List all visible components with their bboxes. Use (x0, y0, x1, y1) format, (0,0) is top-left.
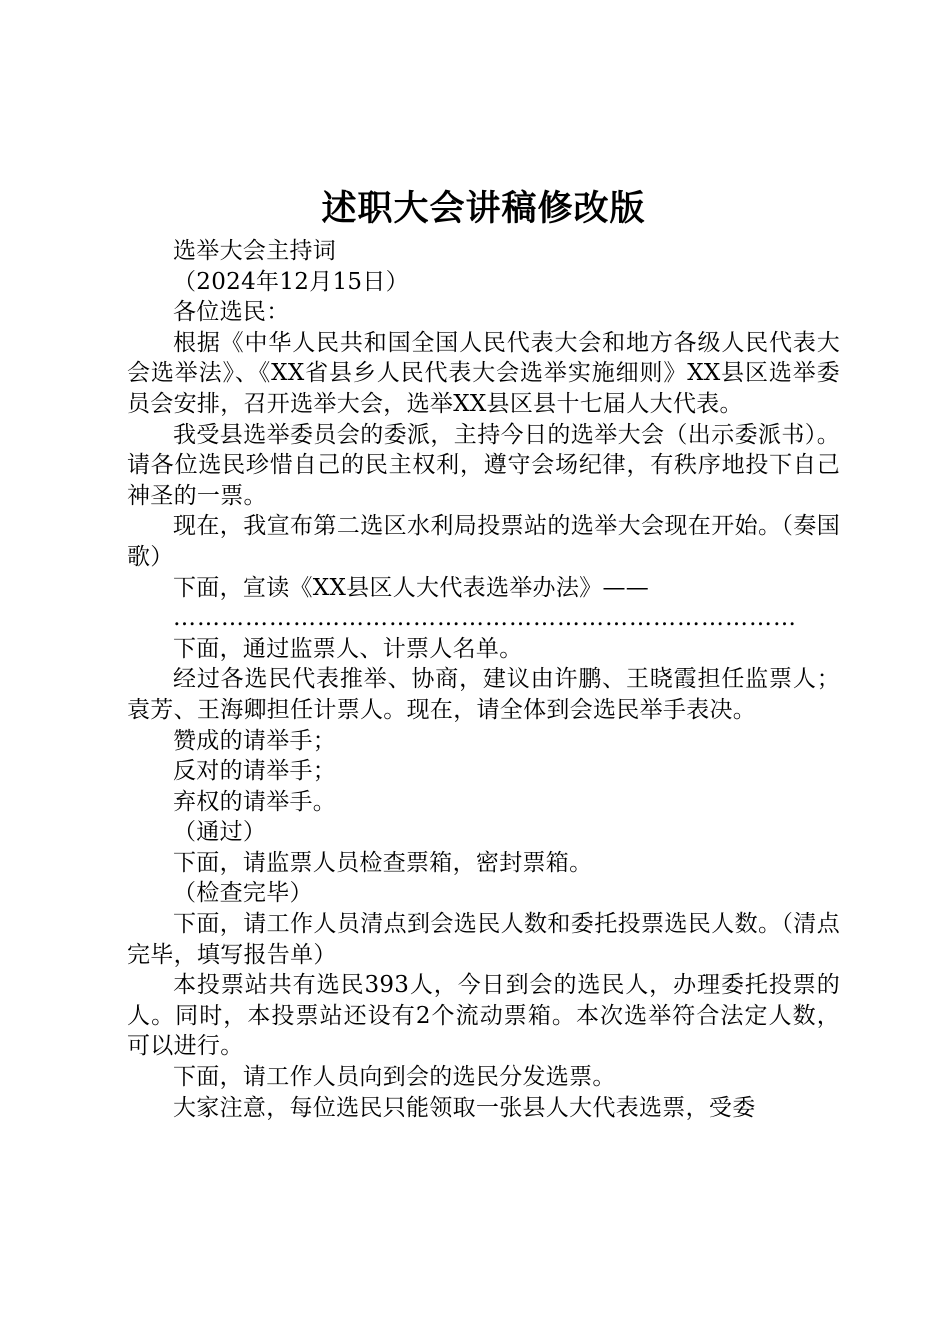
paragraph: 下面，宣读《XX县区人大代表选举办法》—— (173, 574, 650, 601)
dotted-leader: …………………………………………………………………… (173, 605, 797, 632)
paragraph: 经过各选民代表推举、协商，建议由许鹏、王晓霞担任监票人；袁芳、王海卿担任计票人。现在，请全体到会选民举手表决。 (127, 666, 840, 723)
paragraph: 下面，通过监票人、计票人名单。 (173, 635, 523, 662)
paragraph-heading: 选举大会主持词 (173, 238, 337, 264)
paragraph: 大家注意，每位选民只能领取一张县人大代表选票，受委 (173, 1094, 756, 1121)
paragraph: 赞成的请举手； (173, 727, 337, 754)
paragraph: 下面，请监票人员检查票箱，密封票箱。 (173, 849, 593, 876)
paragraph: 本投票站共有选民393人，今日到会的选民人，办理委托投票的人。同时，本投票站还设有2个流动票箱。本次选举符合法定人数，可以进行。 (127, 972, 840, 1060)
paragraph: 我受县选举委员会的委派，主持今日的选举大会（出示委派书）。请各位选民珍惜自己的民主权利，遵守会场纪律，有秩序地投下自己神圣的一票。 (127, 421, 840, 509)
paragraph: 根据《中华人民共和国全国人民代表大会和地方各级人民代表大会选举法》、《XX省县乡人民代表大会选举实施细则》XX县区选举委员会安排，召开选举大会，选举XX县区县十七届人大代表。 (127, 329, 840, 417)
paragraph: （通过） (173, 819, 267, 846)
paragraph: 下面，请工作人员清点到会选民人数和委托投票选民人数。（清点完毕，填写报告单） (127, 911, 840, 968)
document-body (127, 236, 840, 1123)
paragraph: （检查完毕） (173, 880, 313, 907)
paragraph: 下面，请工作人员向到会的选民分发选票。 (173, 1064, 616, 1091)
document-title: 述职大会讲稿修改版 (321, 189, 646, 229)
document-page (127, 0, 840, 1344)
paragraph: 现在，我宣布第二选区水利局投票站的选举大会现在开始。（奏国歌） (127, 513, 840, 570)
paragraph-greeting: 各位选民： (173, 299, 290, 326)
paragraph: 反对的请举手； (173, 758, 337, 785)
paragraph: 弃权的请举手。 (173, 788, 337, 815)
paragraph-date: （2024年12月15日） (173, 268, 409, 295)
